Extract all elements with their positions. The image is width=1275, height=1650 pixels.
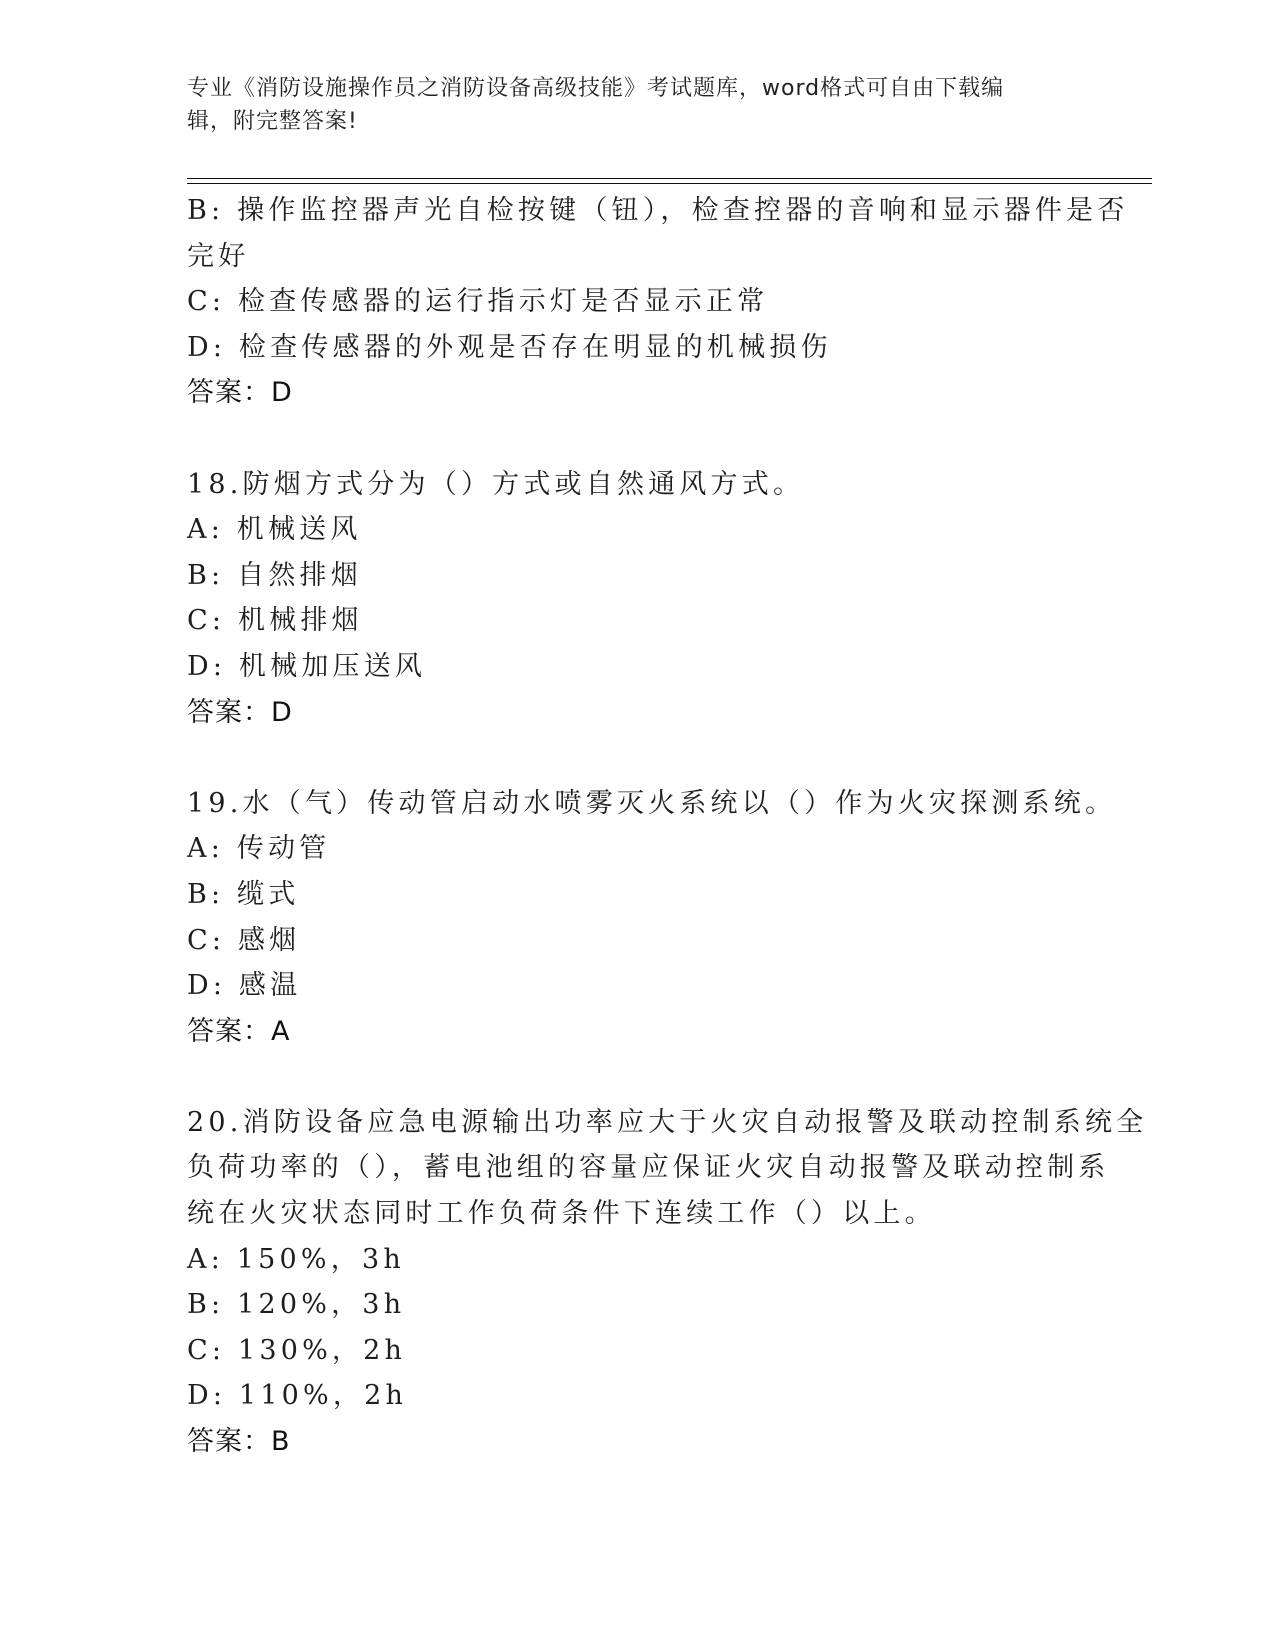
option-d: D: 感温 [187, 970, 302, 1002]
option-d: D: 110%，2h [187, 1380, 408, 1412]
answer-label: 答案：D [187, 696, 293, 728]
question-text: 18.防烟方式分为（）方式或自然通风方式。 [187, 468, 805, 500]
header-rule-bottom [187, 183, 1152, 184]
header-title-line-1: 专业《消防设施操作员之消防设备高级技能》考试题库，word格式可自由下载编 [187, 76, 1005, 101]
spacer [187, 735, 1087, 781]
question-list [187, 188, 1148, 1465]
document-header [187, 72, 1077, 138]
option-c: C: 130%，2h [187, 1334, 407, 1366]
option-a: A: 150%，3h [187, 1243, 405, 1275]
question-18 [187, 462, 1087, 736]
option-b-line-2: 完好 [187, 240, 250, 272]
option-a: A: 机械送风 [187, 514, 362, 546]
option-c: C: 感烟 [187, 924, 301, 956]
option-d: D: 检查传感器的外观是否存在明显的机械损伤 [187, 331, 832, 363]
option-b: B: 缆式 [187, 878, 300, 910]
answer-label: 答案：A [187, 1015, 291, 1047]
option-b: B: 120%，3h [187, 1289, 406, 1321]
header-title-line-2: 辑，附完整答案! [187, 109, 358, 134]
question-text: 19.水（气）传动管启动水喷雾灭火系统以（）作为火灾探测系统。 [187, 787, 1117, 819]
option-c: C: 机械排烟 [187, 605, 363, 637]
option-a: A: 传动管 [187, 833, 331, 865]
question-19 [187, 781, 1117, 1055]
option-d: D: 机械加压送风 [187, 650, 427, 682]
spacer [187, 416, 1087, 462]
option-b-line-1: B: 操作监控器声光自检按键（钮），检查控器的音响和显示器件是否 [187, 195, 1129, 226]
answer-label: 答案：B [187, 1426, 291, 1458]
option-c: C: 检查传感器的运行指示灯是否显示正常 [187, 286, 769, 318]
spacer [187, 1054, 1087, 1100]
question-text-line-1: 20.消防设备应急电源输出功率应大于火灾自动报警及联动控制系统全 [187, 1106, 1148, 1138]
header-rule-top [187, 178, 1152, 179]
answer-label: 答案：D [187, 377, 293, 409]
option-b: B: 自然排烟 [187, 559, 362, 591]
question-text-line-2: 负荷功率的（），蓄电池组的容量应保证火灾自动报警及联动控制系 [187, 1152, 1110, 1184]
question-20 [187, 1100, 1148, 1465]
question-17-tail [187, 188, 1129, 416]
question-text-line-3: 统在火灾状态同时工作负荷条件下连续工作（）以上。 [187, 1198, 936, 1230]
